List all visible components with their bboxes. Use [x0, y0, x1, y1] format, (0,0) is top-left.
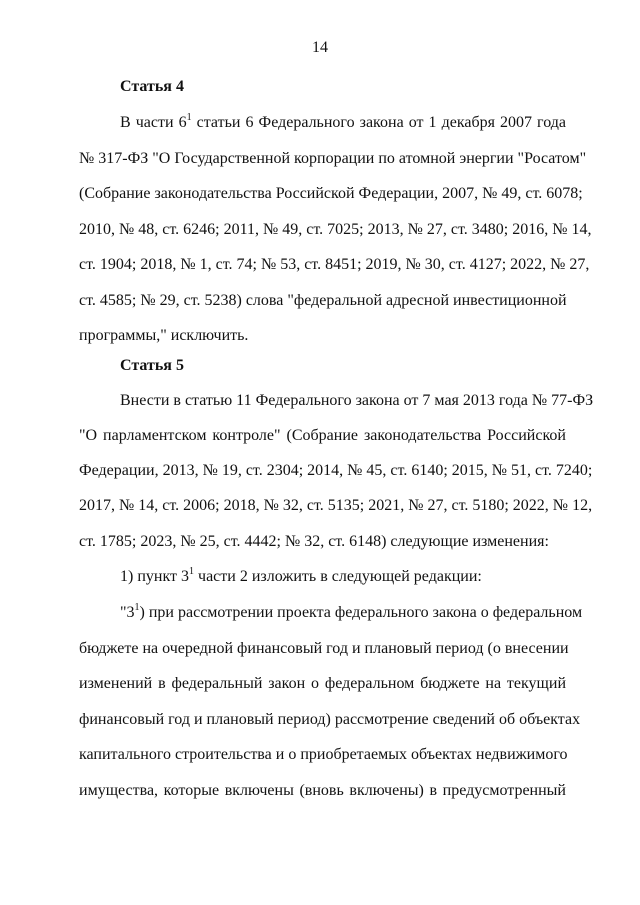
superscript: 1 [186, 112, 192, 123]
article-5-line-1: Внести в статью 11 Федерального закона от 7 мая 2013 года № 77-ФЗ [120, 392, 594, 409]
article-5-line-5: ст. 1785; 2023, № 25, ст. 4442; № 32, ст. 6148) следующие изменения: [79, 533, 549, 550]
article-5-heading: Статья 5 [120, 357, 184, 374]
article-4-line-5: ст. 1904; 2018, № 1, ст. 74; № 53, ст. 8451; 2019, № 30, ст. 4127; 2022, № 27, [79, 256, 590, 273]
superscript: 1 [189, 566, 195, 577]
article-4-line-1 [120, 113, 566, 133]
article-5-line-3: Федерации, 2013, № 19, ст. 2304; 2014, № 45, ст. 6140; 2015, № 51, ст. 7240; [79, 462, 593, 479]
article-4-line-3: (Собрание законодательства Российской Федерации, 2007, № 49, ст. 6078; [79, 185, 583, 202]
page-number: 14 [312, 39, 328, 56]
article-5-line-4: 2017, № 14, ст. 2006; 2018, № 32, ст. 5135; 2021, № 27, ст. 5180; 2022, № 12, [79, 497, 593, 514]
superscript: 1 [134, 602, 140, 613]
quote-line-4: финансовый год и плановый период) рассмотрение сведений об объектах [79, 711, 581, 728]
article-5-item-1: 1) пункт $3^1$ части 2 изложить в следующей редакции: [120, 566, 482, 585]
article-4-line-2: № 317-ФЗ "О Государственной корпорации по атомной энергии "Росатом" [79, 150, 587, 167]
quote-line-5: капитального строительства и о приобретаемых объектах недвижимого [79, 746, 568, 763]
article-4-heading: Статья 4 [120, 78, 184, 95]
quote-line-1-text: "$3^1$) при рассмотрении проекта федерального закона о федеральном [120, 602, 583, 621]
article-4-line-7: программы," исключить. [79, 327, 249, 344]
article-4-line-6: ст. 4585; № 29, ст. 5238) слова "федеральной адресной инвестиционной [79, 292, 567, 309]
article-4-line-4: 2010, № 48, ст. 6246; 2011, № 49, ст. 7025; 2013, № 27, ст. 3480; 2016, № 14, [79, 221, 592, 238]
article-5-line-2: "О парламентском контроле" (Собрание законодательства Российской [79, 427, 566, 444]
article-4-line-1-text: В части $6^1$ статьи 6 Федерального закона от 1 декабря 2007 года [120, 112, 566, 131]
quote-line-3: изменений в федеральный закон о федеральном бюджете на текущий [79, 675, 566, 692]
quote-line-6: имущества, которые включены (вновь включены) в предусмотренный [79, 782, 566, 799]
quote-line-2: бюджете на очередной финансовый год и плановый период (о внесении [79, 640, 569, 657]
quote-line-1 [120, 602, 583, 623]
